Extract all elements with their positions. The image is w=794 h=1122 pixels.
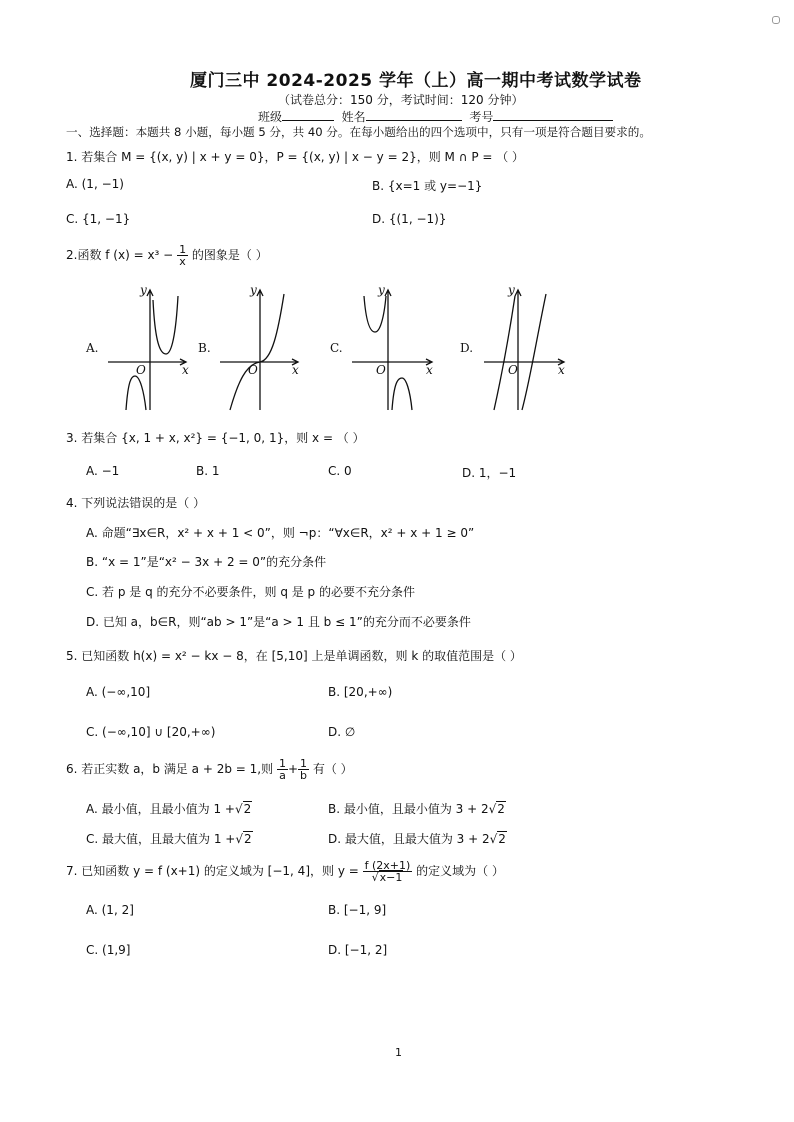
exam-number-blank[interactable] <box>493 109 613 121</box>
sqrt-icon: √ <box>371 871 379 884</box>
question-5-option-c[interactable]: C. (−∞,10] ∪ [20,+∞) <box>86 725 216 739</box>
fraction-1-over-b <box>298 758 309 781</box>
section-heading: 一、选择题：本题共 8 小题，每小题 5 分，共 40 分。在每小题给出的四个选项中，只有一项是符合题目要求的。 <box>66 125 651 139</box>
option-text: B. 最小值，且最小值为 3 + 2 <box>328 802 489 816</box>
radicand: 2 <box>243 832 252 846</box>
question-7-option-d[interactable]: D. [−1, 2] <box>328 943 388 957</box>
question-2-fraction <box>177 244 188 267</box>
question-3-option-c[interactable]: C. 0 <box>328 464 352 478</box>
question-6-option-d[interactable] <box>328 830 507 847</box>
question-4-option-c[interactable]: C. 若 p 是 q 的充分不必要条件，则 q 是 p 的必要不充分条件 <box>86 585 415 599</box>
page-subtitle: （试卷总分：150 分，考试时间：120 分钟） <box>278 93 524 107</box>
graph-d-option-label: D. <box>460 341 474 355</box>
page-title: 厦门三中 2024-2025 学年（上）高一期中考试数学试卷 <box>190 71 642 91</box>
radicand: 2 <box>497 802 505 816</box>
question-6-text-b: 有（ ） <box>312 762 353 776</box>
fraction-1-over-a <box>277 758 288 781</box>
graph-a-option-label: A. <box>86 341 99 355</box>
question-5-option-b[interactable]: B. [20,+∞) <box>328 685 393 699</box>
question-1-option-a[interactable]: A. (1, −1) <box>66 177 124 191</box>
name-blank[interactable] <box>366 109 462 121</box>
question-5-option-a[interactable]: A. (−∞,10] <box>86 685 151 699</box>
question-2-graphs <box>0 282 794 442</box>
question-2-text-b: 的图象是（ ） <box>191 248 268 262</box>
question-1-text: M = {(x, y) | x + y = 0}，P = {(x, y) | x − y = 2}，则 M ∩ P = （ ） <box>121 150 525 164</box>
radicand: 2 <box>243 802 252 816</box>
radicand: 2 <box>498 832 506 846</box>
radicand: x−1 <box>379 871 403 884</box>
question-7-option-b[interactable]: B. [−1, 9] <box>328 903 387 917</box>
graph-a-origin: O <box>136 363 146 377</box>
question-7-text-b: 的定义域为（ ） <box>416 864 504 878</box>
graph-c-origin: O <box>376 363 386 377</box>
graph-c-option-label: C. <box>330 341 343 355</box>
fraction-denominator <box>363 871 413 883</box>
question-6-text-a: 6. 若正实数 a，b 满足 a + 2b = 1,则 <box>66 762 274 776</box>
option-text: D. 最大值，且最大值为 3 + 2 <box>328 832 490 846</box>
graph-b-y-label: y <box>250 283 257 297</box>
question-1-option-c[interactable]: C. {1, −1} <box>66 212 131 226</box>
graph-d-y-label: y <box>508 283 515 297</box>
sqrt-icon: √ <box>234 802 243 816</box>
question-7-fraction <box>363 860 413 883</box>
class-blank[interactable] <box>282 109 334 121</box>
question-4-option-a[interactable]: A. 命题“∃x∈R，x² + x + 1 < 0”，则 ¬p：“∀x∈R，x² + x + 1 ≥ 0” <box>86 526 475 540</box>
question-1-option-b[interactable]: B. {x=1 或 y=−1} <box>372 179 483 193</box>
graph-d[interactable] <box>484 290 564 410</box>
question-2-text-a: 2.函数 f (x) = x³ − <box>66 248 174 262</box>
question-2-stem <box>66 244 268 267</box>
fraction-numerator: 1 <box>300 757 307 770</box>
question-3-stem: 3. 若集合 {x, 1 + x, x²} = {−1, 0, 1}，则 x = （ ） <box>66 431 365 445</box>
sqrt-icon: √ <box>489 832 498 846</box>
fraction-numerator: f (2x+1) <box>364 859 411 872</box>
question-7-text-a: 7. 已知函数 y = f (x+1) 的定义域为 [−1, 4]，则 y = <box>66 864 359 878</box>
sqrt-icon: √ <box>235 832 243 846</box>
student-info-line <box>258 108 613 125</box>
graph-b-origin: O <box>248 363 258 377</box>
question-6-option-c[interactable] <box>86 830 253 847</box>
fraction-denominator: a <box>277 769 288 781</box>
option-text: A. 最小值，且最小值为 1 + <box>86 802 235 816</box>
page-number: 1 <box>395 1046 402 1059</box>
question-3-option-a[interactable]: A. −1 <box>86 464 120 478</box>
graph-d-origin: O <box>508 363 518 377</box>
question-1-stem <box>66 148 524 165</box>
question-6-option-a[interactable] <box>86 800 252 817</box>
question-4-option-d[interactable]: D. 已知 a，b∈R，则“ab > 1”是“a > 1 且 b ≤ 1”的充分而不必要条件 <box>86 615 471 629</box>
question-3-option-b[interactable]: B. 1 <box>196 464 220 478</box>
question-6-stem <box>66 758 353 781</box>
question-7-stem <box>66 860 504 883</box>
fraction-denominator: x <box>177 255 188 267</box>
option-text: C. 最大值，且最大值为 1 + <box>86 832 236 846</box>
graph-a-x-label: x <box>182 363 189 377</box>
question-7-option-a[interactable]: A. (1, 2] <box>86 903 134 917</box>
fraction-numerator: 1 <box>278 757 286 770</box>
corner-mark-icon <box>772 16 780 24</box>
question-3-option-d[interactable]: D. 1，−1 <box>462 466 517 480</box>
sqrt-icon: √ <box>488 802 497 816</box>
question-4-stem: 4. 下列说法错误的是（ ） <box>66 496 206 510</box>
question-4-option-b[interactable]: B. “x = 1”是“x² − 3x + 2 = 0”的充分条件 <box>86 555 327 569</box>
question-5-stem: 5. 已知函数 h(x) = x² − kx − 8，在 [5,10] 上是单调函数，则 k 的取值范围是（ ） <box>66 649 522 663</box>
question-5-option-d[interactable]: D. ∅ <box>328 725 356 739</box>
plus-sign: + <box>287 762 298 776</box>
exam-number-label: 考号 <box>469 110 494 124</box>
graph-c-y-label: y <box>378 283 385 297</box>
question-1-option-d[interactable]: D. {(1, −1)} <box>372 212 447 226</box>
question-1-prefix: 1. 若集合 <box>66 150 118 164</box>
graph-a-y-label: y <box>140 283 147 297</box>
class-label: 班级 <box>258 110 283 124</box>
graph-d-x-label: x <box>558 363 565 377</box>
graph-b-option-label: B. <box>198 341 211 355</box>
fraction-denominator: b <box>298 769 309 781</box>
graph-c[interactable] <box>352 290 432 410</box>
graph-b-x-label: x <box>292 363 299 377</box>
question-6-option-b[interactable] <box>328 800 506 817</box>
fraction-numerator: 1 <box>179 243 187 256</box>
name-label: 姓名 <box>341 110 366 124</box>
question-7-option-c[interactable]: C. (1,9] <box>86 943 131 957</box>
graph-b[interactable] <box>220 290 298 410</box>
graph-c-x-label: x <box>426 363 433 377</box>
graph-a[interactable] <box>108 290 186 410</box>
